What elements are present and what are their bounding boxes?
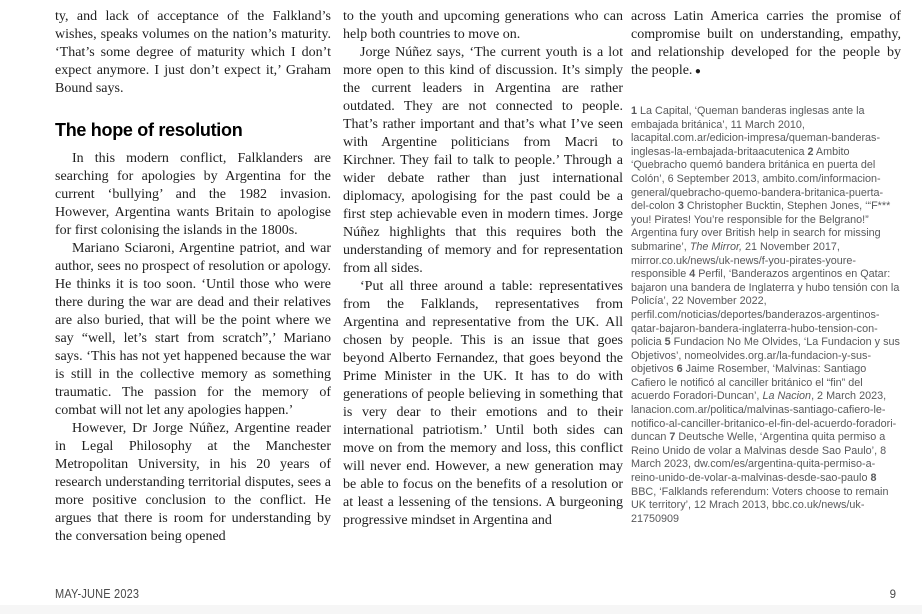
reference-number: 8: [870, 472, 877, 485]
body-paragraph: across Latin America carries the promise of compromise built on understanding, empathy, and relationship developed for the people by the people. ●: [631, 9, 901, 78]
body-paragraph: In this modern conflict, Falklanders are searching for apologies by Argentina for the current ‘bullying’ and the 1982 invasion. However, Argentina wants Britain to apologise for first colonising the islands in the 1800s.: [55, 151, 331, 238]
reference-number: 4: [689, 268, 696, 281]
column-3: [631, 8, 901, 586]
body-paragraph: ‘Put all three around a table: representatives from the Falklands, representatives from Argentina and representative from the UK. All chosen by people. This is an issue that goes beyond Alberto Fernandez, that goes beyond the Prime Minister in the UK. It has to do with generations of people believing in something that is very dear to their emotions and to their international patriotism.’ Until both sides can move on from the memory and loss, this conflict will never end. However, a new generation may be able to focus on the benefits of a resolution or at least a lessening of the tensions. A burgeoning progressive mindset in Argentina and: [343, 279, 623, 528]
reference-text: La Capital, ‘Queman banderas inglesas ante la embajada británica’, 11 March 2010, lacapital.com.ar/edicion-impresa/queman-banderas-inglesas-la-embajada-britaacutenica: [631, 105, 881, 158]
footer-issue-date: MAY-JUNE 2023: [55, 587, 140, 601]
reference-number: 3: [677, 200, 684, 213]
reference-number: 5: [664, 336, 671, 349]
article-end-mark: ●: [692, 66, 701, 77]
article-columns: [55, 8, 901, 586]
reference-source-italic: The Mirror,: [689, 240, 743, 253]
reference-text: Fundacion No Me Olvides, ‘La Fundacion y sus Objetivos’, nomeolvides.org.ar/la-fundacion-y-sus-objetivos: [631, 336, 900, 376]
reference-text: , 2 March 2023, lanacion.com.ar/politica/malvinas-santiago-cafiero-le-notifico-al-canciller-britanico-el-fin-del-acuerdo-foradori-duncan: [631, 390, 897, 444]
reference-text: Ambito ‘Quebracho quemó bandera británica en puerta del Colón’, 6 September 2013, ambito.com/informacion-general/quebracho-quemo-bandera-britanica-puerta-del-colon: [631, 145, 884, 213]
reference-text: Christopher Bucktin, Stephen Jones, ‘“F*** you! Pirates! You’re responsible for the Belgrano!” Argentina fury over British help in search for missing submarine’,: [631, 200, 891, 253]
footer-page-number: 9: [889, 589, 896, 601]
reference-text: Jaime Rosember, ‘Malvinas: Santiago Cafiero le notificó al canciller británico el “fin” del acuerdo Foradori-Duncan’,: [631, 363, 867, 403]
reference-number: 2: [807, 145, 814, 158]
reference-source-italic: La Nacion: [762, 390, 812, 403]
reference-number: 7: [669, 431, 676, 444]
reference-text: BBC, ‘Falklands referendum: Voters choose to remain UK territory’, 12 Mrach 2013, bbc.co.uk/news/uk-21750909: [631, 485, 889, 525]
section-heading: The hope of resolution: [55, 120, 243, 140]
reference-text: Deutsche Welle, ‘Argentina quita permiso a Reino Unido de volar a Malvinas desde Sao Paulo’, 8 March 2023, dw.com/es/argentina-quita-permiso-a-reino-unido-de-volar-a-malvinas-desde-sao-paulo: [631, 431, 887, 485]
reference-number: 6: [676, 363, 683, 376]
column-1: [55, 8, 331, 586]
body-paragraph: Mariano Sciaroni, Argentine patriot, and war author, sees no prospect of resolution or apology. He thinks it is too soon. ‘Until those who were there during the war are dead and their relatives are also buried, that will be the point where we say “well, let’s start from scratch”,’ Mariano says. ‘This has not yet happened because the war is still in the collective memory as something traumatic. The passion for the memory of combat will not let any apologies happen.’: [55, 241, 331, 418]
body-paragraph: However, Dr Jorge Núñez, Argentine reader in Legal Philosophy at the Manchester Metropolitan University, in his 20 years of research understanding territorial disputes, sees a more positive conclusion to the conflict. He argues that there is room for understanding by the conversation being opened: [55, 421, 331, 544]
page-bottom-strip: [0, 605, 922, 614]
reference-text: 21 November 2017, mirror.co.uk/news/uk-news/f-you-pirates-youre-responsible: [631, 240, 857, 281]
column-2: [343, 8, 623, 586]
reference-text: Perfil, ‘Banderazos argentinos en Qatar: bajaron una bandera de Inglaterra y hubo tensión con la Policía’, 22 November 2022, perfil.com/noticias/deportes/banderazos-argentinos-qatar-bajaron-bandera-inglaterra-hubo-tension-con-policia: [631, 268, 900, 349]
body-paragraph: Jorge Núñez says, ‘The current youth is a lot more open to this kind of discussion. It’s simply the current leaders in Argentina are rather outdated. They are not connected to people. That’s rather important and that’s what I’ve seen with Argentine politicians from Macri to Kirchner. They fail to talk to people.’ Through a wider debate rather than just international diplomacy, apologising for the past could be a first step achievable even in modern times. Jorge Núñez highlights that this requires both the understanding of memory and for representation from all sides.: [343, 45, 623, 276]
reference-number: 1: [631, 105, 638, 117]
body-paragraph: ty, and lack of acceptance of the Falkland’s wishes, speaks volumes on the nation’s maturity. ‘That’s some degree of maturity which I don’t expect anymore. I just don’t expect it,’ Graham Bound says.: [55, 9, 331, 96]
references-list: [631, 105, 901, 526]
body-paragraph: to the youth and upcoming generations who can help both countries to move on.: [343, 9, 623, 42]
